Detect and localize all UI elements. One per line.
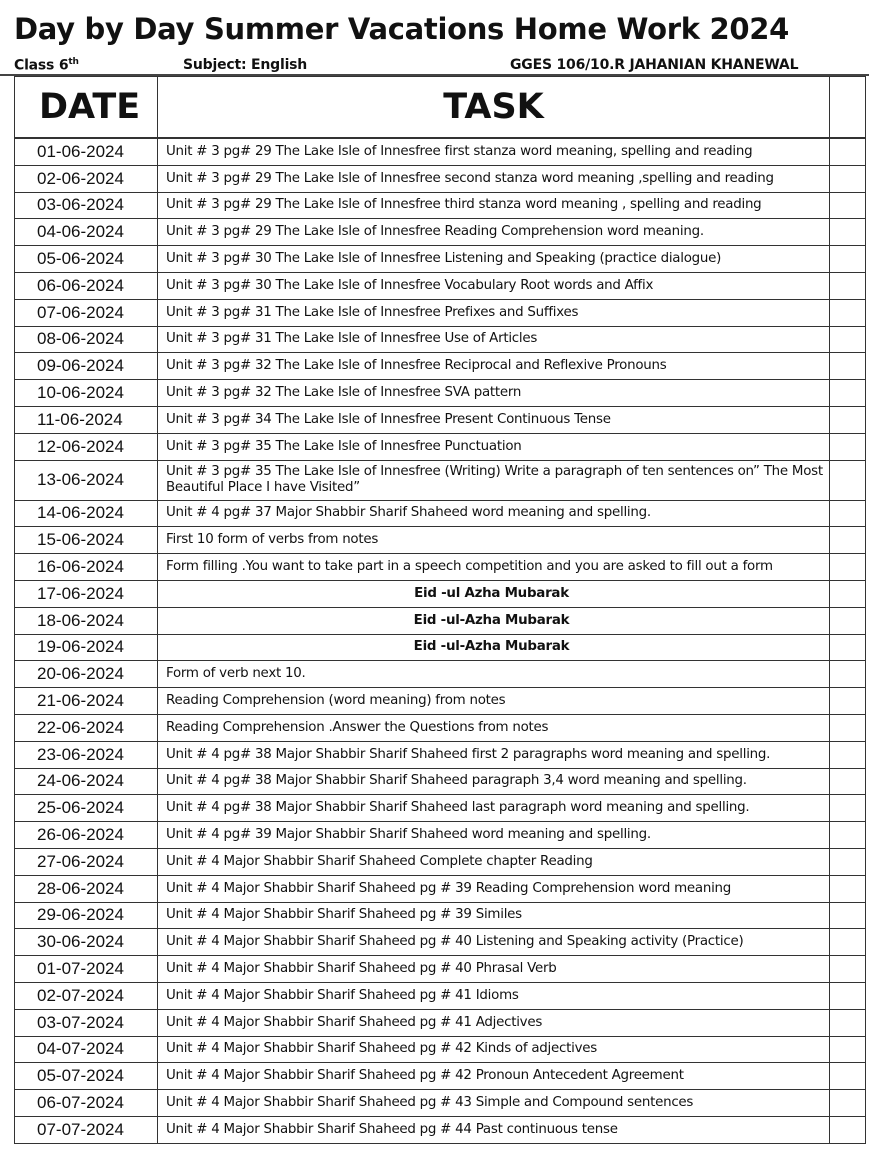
task-cell: Form of verb next 10. [158,661,830,688]
date-cell: 08-06-2024 [15,326,158,353]
school-label: GGES 106/10.R JAHANIAN KHANEWAL [510,57,799,73]
date-cell: 22-06-2024 [15,714,158,741]
date-cell: 15-06-2024 [15,527,158,554]
blank-cell [830,299,866,326]
table-row [15,1090,866,1117]
date-cell: 05-07-2024 [15,1063,158,1090]
task-cell: Unit # 3 pg# 29 The Lake Isle of Innesfree third stanza word meaning , spelling and reading [158,192,830,219]
blank-cell [830,822,866,849]
date-cell: 07-06-2024 [15,299,158,326]
table-body [15,138,866,1143]
date-cell: 05-06-2024 [15,246,158,273]
date-cell: 24-06-2024 [15,768,158,795]
task-cell: Unit # 4 Major Shabbir Sharif Shaheed Complete chapter Reading [158,848,830,875]
blank-cell [830,1063,866,1090]
blank-cell [830,272,866,299]
task-cell: Unit # 3 pg# 32 The Lake Isle of Innesfree SVA pattern [158,380,830,407]
table-row [15,741,866,768]
task-cell: Unit # 4 Major Shabbir Sharif Shaheed pg # 42 Kinds of adjectives [158,1036,830,1063]
task-cell: Unit # 3 pg# 32 The Lake Isle of Innesfree Reciprocal and Reflexive Pronouns [158,353,830,380]
blank-cell [830,956,866,983]
task-cell: Unit # 3 pg# 30 The Lake Isle of Innesfree Vocabulary Root words and Affix [158,272,830,299]
task-cell: Unit # 4 Major Shabbir Sharif Shaheed pg # 40 Listening and Speaking activity (Practice) [158,929,830,956]
task-cell: Unit # 4 Major Shabbir Sharif Shaheed pg # 40 Phrasal Verb [158,956,830,983]
date-cell: 26-06-2024 [15,822,158,849]
blank-cell [830,714,866,741]
date-cell: 04-07-2024 [15,1036,158,1063]
blank-cell [830,1090,866,1117]
table-row [15,406,866,433]
table-row [15,554,866,581]
date-cell: 09-06-2024 [15,353,158,380]
table-row [15,192,866,219]
class-label [14,57,79,74]
task-cell: Unit # 3 pg# 31 The Lake Isle of Innesfree Use of Articles [158,326,830,353]
task-cell: Unit # 4 pg# 38 Major Shabbir Sharif Shaheed first 2 paragraphs word meaning and spelling. [158,741,830,768]
task-cell: Eid -ul Azha Mubarak [158,580,830,607]
blank-cell [830,634,866,661]
task-cell: Unit # 3 pg# 31 The Lake Isle of Innesfree Prefixes and Suffixes [158,299,830,326]
table-row [15,165,866,192]
table-row [15,661,866,688]
blank-cell [830,688,866,715]
task-cell: Unit # 4 Major Shabbir Sharif Shaheed pg # 39 Reading Comprehension word meaning [158,875,830,902]
table-row [15,299,866,326]
date-cell: 10-06-2024 [15,380,158,407]
table-row [15,433,866,460]
date-cell: 17-06-2024 [15,580,158,607]
table-row [15,714,866,741]
task-cell: Unit # 4 Major Shabbir Sharif Shaheed pg # 43 Simple and Compound sentences [158,1090,830,1117]
table-row [15,956,866,983]
page-title: Day by Day Summer Vacations Home Work 2024 [14,12,790,46]
task-cell: First 10 form of verbs from notes [158,527,830,554]
table-row [15,527,866,554]
date-cell: 23-06-2024 [15,741,158,768]
blank-cell [830,1116,866,1143]
blank-cell [830,246,866,273]
task-cell: Unit # 4 Major Shabbir Sharif Shaheed pg # 39 Similes [158,902,830,929]
blank-cell [830,219,866,246]
table-row [15,500,866,527]
table-row [15,607,866,634]
blank-cell [830,1036,866,1063]
blank-cell [830,795,866,822]
table-row [15,138,866,165]
date-cell: 12-06-2024 [15,433,158,460]
table-row [15,580,866,607]
task-cell: Unit # 3 pg# 30 The Lake Isle of Innesfree Listening and Speaking (practice dialogue) [158,246,830,273]
date-cell: 28-06-2024 [15,875,158,902]
blank-cell [830,353,866,380]
table-row [15,848,866,875]
blank-cell [830,902,866,929]
task-cell: Unit # 4 Major Shabbir Sharif Shaheed pg # 44 Past continuous tense [158,1116,830,1143]
task-column-header: TASK [158,77,830,139]
date-cell: 19-06-2024 [15,634,158,661]
table-row [15,982,866,1009]
date-cell: 20-06-2024 [15,661,158,688]
date-cell: 06-06-2024 [15,272,158,299]
blank-cell [830,875,866,902]
table-row [15,246,866,273]
blank-cell [830,554,866,581]
table-row [15,326,866,353]
task-cell: Unit # 3 pg# 29 The Lake Isle of Innesfree Reading Comprehension word meaning. [158,219,830,246]
task-cell: Unit # 3 pg# 29 The Lake Isle of Innesfree first stanza word meaning, spelling and reading [158,138,830,165]
blank-cell [830,192,866,219]
table-header-row [15,77,866,139]
table-row [15,353,866,380]
table-row [15,902,866,929]
task-cell: Unit # 4 Major Shabbir Sharif Shaheed pg # 41 Idioms [158,982,830,1009]
date-cell: 30-06-2024 [15,929,158,956]
table-row [15,380,866,407]
blank-cell [830,661,866,688]
table-row [15,929,866,956]
date-cell: 03-07-2024 [15,1009,158,1036]
task-cell: Unit # 4 Major Shabbir Sharif Shaheed pg # 42 Pronoun Antecedent Agreement [158,1063,830,1090]
homework-table [14,76,866,1144]
date-cell: 02-06-2024 [15,165,158,192]
table-row [15,272,866,299]
date-cell: 14-06-2024 [15,500,158,527]
table-row [15,1036,866,1063]
table-row [15,1063,866,1090]
task-cell: Form filling .You want to take part in a speech competition and you are asked to fill out a form [158,554,830,581]
task-cell: Unit # 4 pg# 39 Major Shabbir Sharif Shaheed word meaning and spelling. [158,822,830,849]
date-cell: 18-06-2024 [15,607,158,634]
task-cell: Unit # 4 pg# 37 Major Shabbir Sharif Shaheed word meaning and spelling. [158,500,830,527]
blank-cell [830,607,866,634]
task-cell: Reading Comprehension (word meaning) from notes [158,688,830,715]
subject-label: Subject: English [183,57,308,73]
task-cell: Reading Comprehension .Answer the Questions from notes [158,714,830,741]
blank-cell [830,138,866,165]
blank-cell [830,406,866,433]
date-cell: 01-06-2024 [15,138,158,165]
date-cell: 11-06-2024 [15,406,158,433]
task-cell: Unit # 4 pg# 38 Major Shabbir Sharif Shaheed last paragraph word meaning and spelling. [158,795,830,822]
task-cell: Eid -ul-Azha Mubarak [158,634,830,661]
table-row [15,634,866,661]
task-cell: Unit # 4 pg# 38 Major Shabbir Sharif Shaheed paragraph 3,4 word meaning and spelling. [158,768,830,795]
date-column-header: DATE [15,77,158,139]
blank-cell [830,326,866,353]
task-cell: Unit # 3 pg# 35 The Lake Isle of Innesfree (Writing) Write a paragraph of ten sentences on” The Most Beautiful Place I have Visited” [158,460,830,500]
table-row [15,460,866,500]
blank-cell [830,580,866,607]
blank-cell [830,165,866,192]
blank-cell [830,460,866,500]
table-row [15,768,866,795]
date-cell: 13-06-2024 [15,460,158,500]
table-row [15,688,866,715]
class-suffix: th [68,57,79,67]
task-cell: Unit # 3 pg# 29 The Lake Isle of Innesfree second stanza word meaning ,spelling and reading [158,165,830,192]
blank-cell [830,741,866,768]
task-cell: Unit # 4 Major Shabbir Sharif Shaheed pg # 41 Adjectives [158,1009,830,1036]
date-cell: 29-06-2024 [15,902,158,929]
date-cell: 16-06-2024 [15,554,158,581]
date-cell: 03-06-2024 [15,192,158,219]
date-cell: 07-07-2024 [15,1116,158,1143]
blank-cell [830,848,866,875]
blank-cell [830,768,866,795]
table-row [15,795,866,822]
blank-cell [830,527,866,554]
blank-cell [830,982,866,1009]
blank-cell [830,500,866,527]
date-cell: 25-06-2024 [15,795,158,822]
task-cell: Unit # 3 pg# 34 The Lake Isle of Innesfree Present Continuous Tense [158,406,830,433]
date-cell: 21-06-2024 [15,688,158,715]
date-cell: 02-07-2024 [15,982,158,1009]
blank-cell [830,380,866,407]
blank-cell [830,1009,866,1036]
table-row [15,219,866,246]
table-row [15,1009,866,1036]
table-row [15,822,866,849]
task-cell: Eid -ul-Azha Mubarak [158,607,830,634]
date-cell: 06-07-2024 [15,1090,158,1117]
date-cell: 01-07-2024 [15,956,158,983]
date-cell: 27-06-2024 [15,848,158,875]
blank-column-header [830,77,866,139]
date-cell: 04-06-2024 [15,219,158,246]
table-row [15,1116,866,1143]
class-number: Class 6 [14,57,69,74]
task-cell: Unit # 3 pg# 35 The Lake Isle of Innesfree Punctuation [158,433,830,460]
blank-cell [830,433,866,460]
blank-cell [830,929,866,956]
table-row [15,875,866,902]
